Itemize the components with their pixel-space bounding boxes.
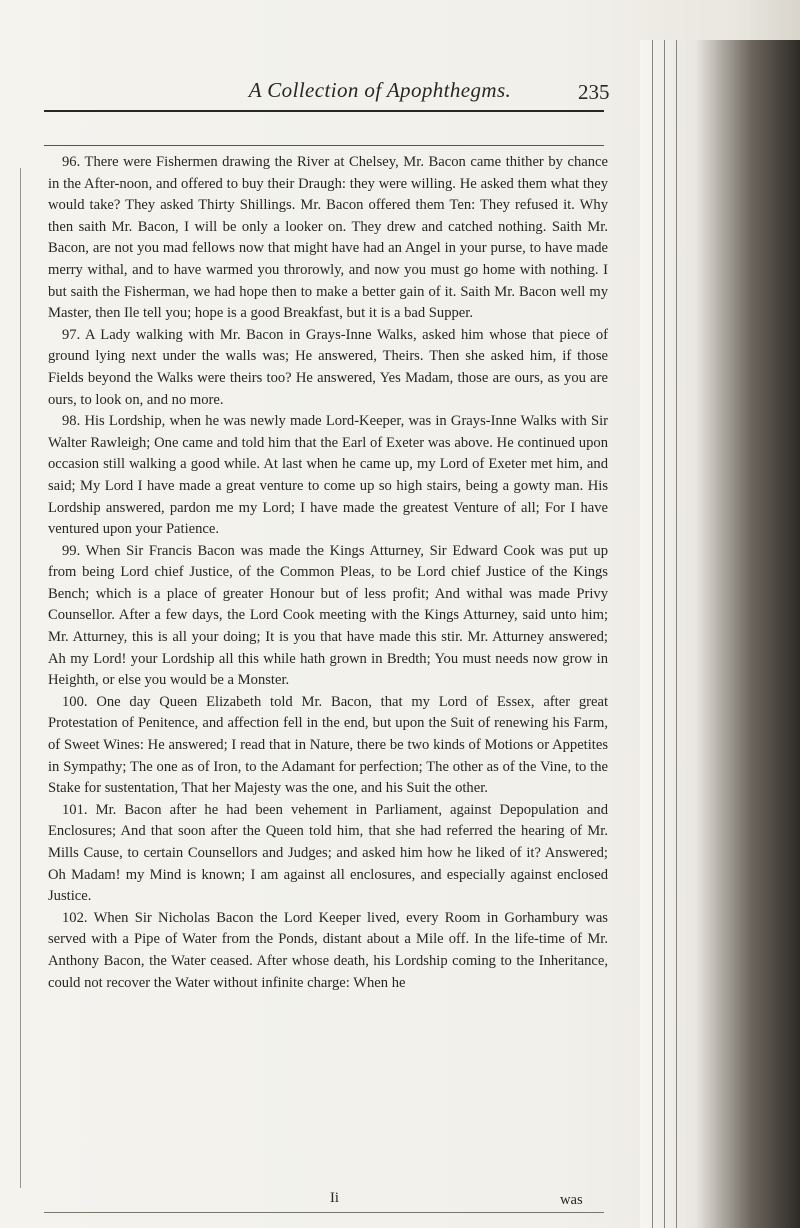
- catchword: was: [560, 1192, 583, 1208]
- page-number: 235: [578, 80, 610, 104]
- page-edge-line: [652, 40, 653, 1228]
- signature-mark: Ii: [330, 1190, 339, 1206]
- margin-rule: [20, 168, 21, 1188]
- header-rule-thin: [44, 145, 604, 146]
- apophthegm-97: 97. A Lady walking with Mr. Bacon in Grays-Inne Walks, asked him whose that piece of ground lying next under the walls was; He answered, Theirs. Then she asked him, if those Fields beyond the Walks were theirs too? He answered, Yes Madam, those are ours, as you are ours, to look on, and no more.: [48, 326, 608, 408]
- apophthegm-100: 100. One day Queen Elizabeth told Mr. Bacon, that my Lord of Essex, after great Protestation of Penitence, and affection fell in the end, but upon the Suit of renewing his Farm, of Sweet Wines: He answered; I read that in Nature, there be two kinds of Motions or Appetites in Sympathy; The one as of Iron, to the Adamant for perfection; The other as of the Vine, to the Stake for sustentation, That her Majesty was the one, and his Suit the other.: [48, 693, 608, 797]
- text-block: [48, 152, 608, 994]
- page-edge-line: [676, 40, 677, 1228]
- footer-rule: [44, 1212, 604, 1213]
- page-edge-line: [664, 40, 665, 1228]
- apophthegm-99: 99. When Sir Francis Bacon was made the Kings Atturney, Sir Edward Cook was put up from being Lord chief Justice, of the Common Pleas, to be Lord chief Justice of the Kings Bench; which is a place of greater Honour but of less profit; And withal was made Privy Counsellor. After a few days, the Lord Cook meeting with the Kings Atturney, said unto him; Mr. Atturney, this is all your doing; It is you that have made this stir. Mr. Atturney answered; Ah my Lord! your Lordship all this while hath grown in Bredth; You must needs now grow in Heighth, or else you would be a Monster.: [48, 542, 608, 689]
- apophthegm-102: 102. When Sir Nicholas Bacon the Lord Keeper lived, every Room in Gorhambury was served with a Pipe of Water from the Ponds, distant about a Mile off. In the life-time of Mr. Anthony Bacon, the Water ceased. After whose death, his Lordship coming to the Inheritance, could not recover the Water without infinite charge: When he: [48, 909, 608, 991]
- apophthegm-98: 98. His Lordship, when he was newly made Lord-Keeper, was in Grays-Inne Walks with Sir Walter Rawleigh; One came and told him that the Earl of Exeter was above. He continued upon occasion still walking a good while. At last when he came up, my Lord of Exeter met him, and said; My Lord I have made a great venture to come up so high stairs, being a gowty man. His Lordship answered, pardon me my Lord; I have made the greatest Venture of all; For I have ventured upon your Patience.: [48, 413, 608, 538]
- header-rule: [44, 110, 604, 112]
- running-head: A Collection of Apophthegms.: [248, 78, 512, 102]
- apophthegm-96: 96. There were Fishermen drawing the River at Chelsey, Mr. Bacon came thither by chance in the After-noon, and offered to buy their Draugh: they were willing. He asked them what they would take? They asked Thirty Shillings. Mr. Bacon offered them Ten: They refused it. Why then saith Mr. Bacon, I will be only a looker on. They drew and catched nothing. Saith Mr. Bacon, are not you mad fellows now that might have had an Angel in your purse, to have made merry withal, and to have warmed you throrowly, and now you must go home with nothing. I but saith the Fisherman, we had hope then to make a better gain of it. Saith Mr. Bacon well my Master, then Ile tell you; hope is a good Breakfast, but it is a bad Supper.: [48, 154, 608, 322]
- apophthegm-101: 101. Mr. Bacon after he had been vehement in Parliament, against Depopulation and Enclosures; And that soon after the Queen told him, that she had referred the hearing of Mr. Mills Cause, to certain Counsellors and Judges; and asked him how he liked of it? Answered; Oh Madam! my Mind is known; I am against all enclosures, and especially against enclosed Justice.: [48, 801, 608, 905]
